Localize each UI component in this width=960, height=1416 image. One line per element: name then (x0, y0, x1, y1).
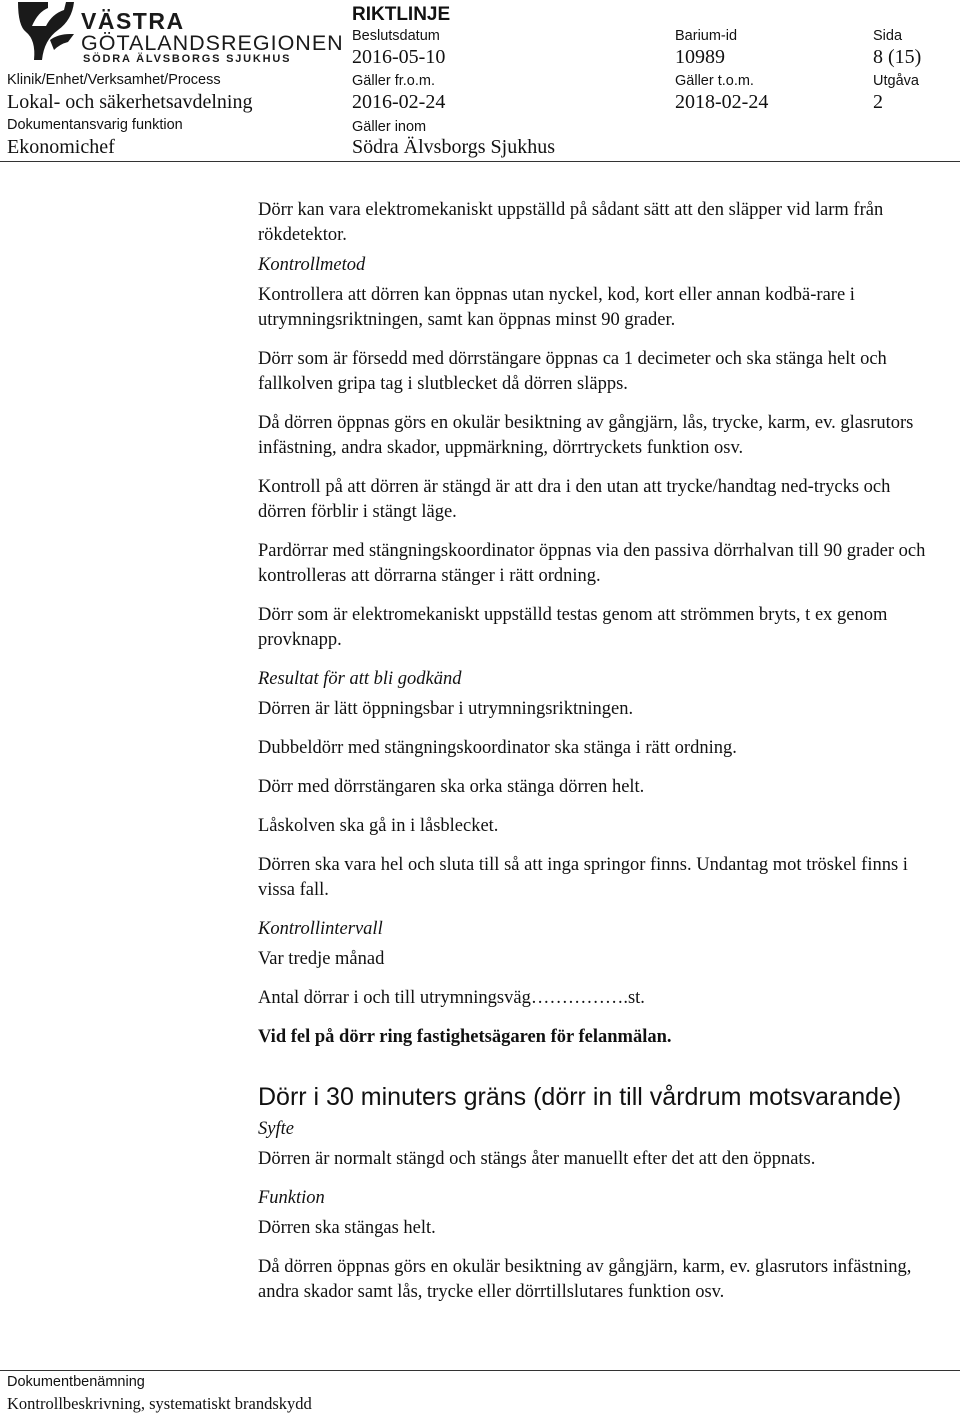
door-count-blank: ……………. (530, 988, 628, 1008)
paragraph: Kontrollera att dörren kan öppnas utan nyckel, kod, kort eller annan kodbä-rare i utrymningsriktningen, samt kan öppnas minst 90 grader. (258, 285, 855, 330)
logo-line-3: SÖDRA ÄLVSBORGS SJUKHUS (83, 53, 292, 65)
door-count-prefix: Antal dörrar i och till utrymningsväg (258, 988, 531, 1008)
paragraph: Dörr som är försedd med dörrstängare öppnas ca 1 decimeter och ska stänga helt och fallkolven gripa tag i slutblecket då dörren släpps. (258, 349, 887, 394)
paragraph: Dörren ska stängas helt. (258, 1218, 436, 1238)
logo-line-2: GÖTALANDSREGIONEN (81, 31, 344, 55)
paragraph: Dörr kan vara elektromekaniskt uppställd på sådant sätt att den släpper vid larm från rökdetektor. (258, 200, 884, 245)
valid-from: 2016-02-24 (352, 91, 446, 113)
section-heading: Dörr i 30 minuters gräns (dörr in till vårdrum motsvarande) (258, 1083, 902, 1111)
paragraph: Kontroll på att dörren är stängd är att dra i den utan att trycke/handtag ned-trycks och dörren förblir i stängt läge. (258, 477, 891, 522)
doc-name-label: Dokumentbenämning (7, 1374, 145, 1390)
decision-date-label: Beslutsdatum (352, 28, 440, 44)
valid-within: Södra Älvsborgs Sjukhus (352, 136, 555, 158)
interval-value: Var tredje månad (258, 949, 385, 969)
subheading-funktion: Funktion (258, 1188, 325, 1208)
valid-within-label: Gäller inom (352, 119, 427, 135)
door-count-line (258, 986, 938, 1011)
result-item: Dörr med dörrstängaren ska orka stänga dörren helt. (258, 777, 645, 797)
barium-id: 10989 (675, 46, 725, 68)
paragraph: Dörren är normalt stängd och stängs åter manuellt efter det att den öppnats. (258, 1149, 816, 1169)
paragraph: Pardörrar med stängningskoordinator öppnas via den passiva dörrhalvan till 90 grader och kontrolleras att dörrarna stänger i rätt ordning. (258, 541, 926, 586)
result-item: Dörren är lätt öppningsbar i utrymningsriktningen. (258, 699, 634, 719)
doc-name: Kontrollbeskrivning, systematiskt brandskydd (7, 1394, 312, 1413)
header-divider (0, 161, 960, 162)
paragraph: Då dörren öppnas görs en okulär besiktning av gångjärn, lås, trycke, karm, ev. glasrutors infästning, andra skador, uppmärkning, dörrtryckets funktion osv. (258, 413, 914, 458)
subheading-resultat: Resultat för att bli godkänd (258, 669, 462, 689)
valid-from-label: Gäller fr.o.m. (352, 73, 435, 89)
result-item: Låskolven ska gå in i låsblecket. (258, 816, 499, 836)
subheading-kontrollmetod: Kontrollmetod (258, 255, 366, 275)
edition-label: Utgåva (873, 73, 919, 89)
unit-value: Lokal- och säkerhetsavdelning (7, 91, 253, 113)
paragraph: Dörr som är elektromekaniskt uppställd testas genom att strömmen bryts, t ex genom provknapp. (258, 605, 888, 650)
logo-line-1: VÄSTRA (81, 8, 185, 34)
bold-note: Vid fel på dörr ring fastighetsägaren för felanmälan. (258, 1027, 672, 1047)
responsible-value: Ekonomichef (7, 136, 115, 158)
responsible-label: Dokumentansvarig funktion (7, 117, 183, 133)
document-body (258, 198, 938, 1305)
subheading-kontrollintervall: Kontrollintervall (258, 919, 383, 939)
unit-label: Klinik/Enhet/Verksamhet/Process (7, 72, 221, 88)
valid-to-label: Gäller t.o.m. (675, 73, 754, 89)
decision-date: 2016-05-10 (352, 46, 446, 68)
subheading-syfte: Syfte (258, 1119, 294, 1139)
page-label: Sida (873, 28, 903, 44)
footer-divider (0, 1370, 960, 1371)
valid-to: 2018-02-24 (675, 91, 769, 113)
document-type: RIKTLINJE (352, 4, 451, 25)
door-count-suffix: st. (627, 988, 645, 1008)
result-item: Dörren ska vara hel och sluta till så att inga springor finns. Undantag mot tröskel finns i vissa fall. (258, 855, 908, 900)
barium-id-label: Barium-id (675, 28, 738, 44)
edition: 2 (873, 91, 883, 113)
paragraph: Då dörren öppnas görs en okulär besiktning av gångjärn, karm, ev. glasrutors infästning, andra skador samt lås, trycke eller dörrtillslutares funktion osv. (258, 1257, 912, 1302)
region-logo (8, 0, 344, 70)
page-number: 8 (15) (873, 46, 922, 68)
result-item: Dubbeldörr med stängningskoordinator ska stänga i rätt ordning. (258, 738, 737, 758)
